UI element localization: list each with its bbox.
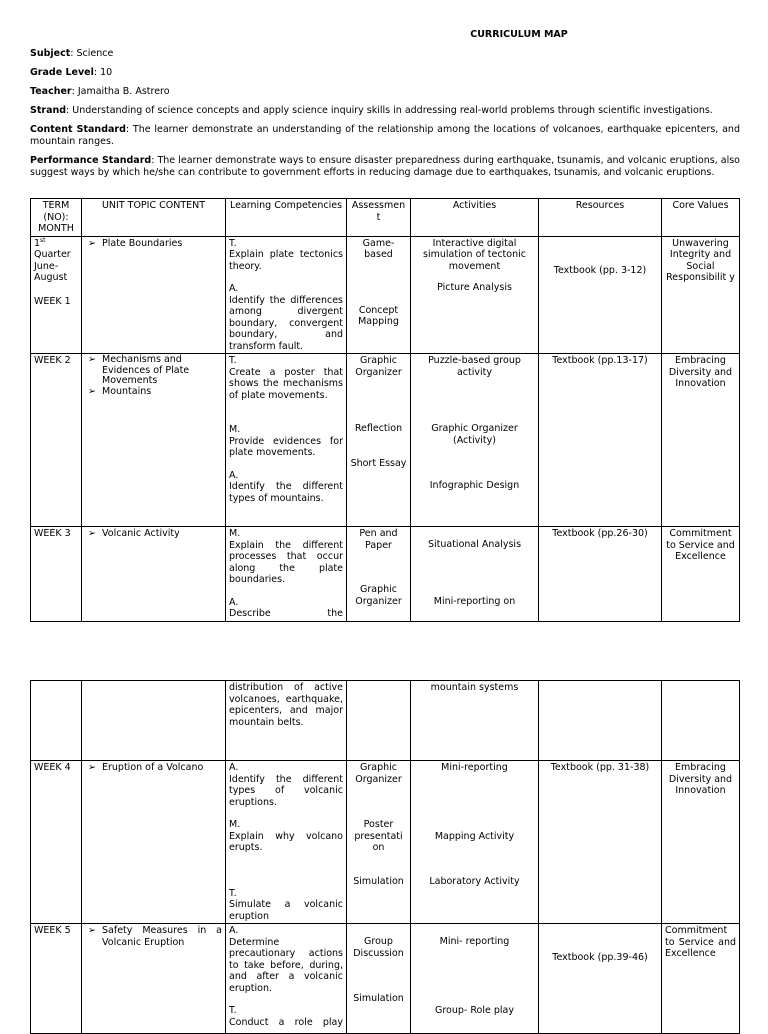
topic-item: ➢ Volcanic Activity: [88, 528, 180, 539]
table-header-row: [31, 199, 740, 237]
header-term: TERM (NO): MONTH: [31, 199, 82, 237]
competency-cell: A. Identify the different types of volcanic eruptions. M. Explain why volcano erupts. T. Simulate a volcanic eruption: [226, 761, 347, 924]
performance-standard-label: Performance Standard: [30, 155, 152, 166]
table-row-week3: [31, 527, 740, 622]
grade-value: 10: [100, 67, 113, 78]
assessment-cell: Graphic Organizer Poster presentati on Simulation: [347, 761, 411, 924]
assessment-cell: Group Discussion Simulation: [347, 924, 411, 1034]
content-standard-value: The learner demonstrate an understanding of the relationship among the locations of volcanoes, earthquake epicenters, and mountain ranges.: [30, 124, 740, 147]
topic-cell: [82, 761, 226, 924]
activities-cell: Interactive digital simulation of tectonic movement Picture Analysis: [411, 236, 539, 354]
term-cell: [31, 527, 82, 622]
term-cell: [31, 236, 82, 354]
content-standard-label: Content Standard: [30, 124, 126, 135]
topic-cell: [82, 681, 226, 761]
topic-item: ➢ Mountains: [88, 385, 152, 397]
header-core-values: Core Values: [662, 199, 740, 237]
activities-cell: Puzzle-based group activity Graphic Organizer (Activity) Infographic Design: [411, 354, 539, 527]
competency-cell: M. Explain the different processes that occur along the plate boundaries. A. Describe the: [226, 527, 347, 622]
resources-cell: [539, 681, 662, 761]
week-label: WEEK 2: [34, 355, 71, 366]
topic-cell: [82, 527, 226, 622]
term-cell: [31, 681, 82, 761]
teacher-label: Teacher: [30, 86, 72, 97]
assessment-cell: Game-based Concept Mapping: [347, 236, 411, 354]
document-title: CURRICULUM MAP: [470, 29, 568, 40]
table-row-week1: [31, 236, 740, 354]
subject-line: Subject: Science: [30, 48, 114, 59]
core-values-cell: Embracing Diversity and Innovation: [662, 761, 740, 924]
core-values-cell: Commitment to Service and Excellence: [662, 527, 740, 622]
arrow-bullet-icon: ➢: [88, 762, 96, 773]
resources-cell: Textbook (pp. 3-12): [539, 236, 662, 354]
resources-cell: Textbook (pp.13-17): [539, 354, 662, 527]
assessment-cell: Pen and Paper Graphic Organizer: [347, 527, 411, 622]
competency-cell: T. Explain plate tectonics theory. A. Identify the differences among divergent boundary, convergent boundary, and transform fault.: [226, 236, 347, 354]
core-values-cell: Commitment to Service and Excellence: [662, 924, 740, 1034]
assessment-cell: [347, 681, 411, 761]
teacher-line: Teacher: Jamaitha B. Astrero: [30, 86, 170, 97]
arrow-bullet-icon: ➢: [88, 385, 96, 397]
week-label: WEEK 5: [34, 925, 71, 936]
week-label: WEEK 3: [34, 528, 71, 539]
term-cell: [31, 761, 82, 924]
term-suffix: st: [40, 236, 46, 244]
header-topic: UNIT TOPIC CONTENT: [82, 199, 226, 237]
subject-value: Science: [76, 48, 114, 59]
core-values-cell: Unwavering Integrity and Social Responsibilit y: [662, 236, 740, 354]
header-competencies: Learning Competencies: [226, 199, 347, 237]
term-number: 1: [34, 237, 41, 249]
competency-cell: T. Create a poster that shows the mechanisms of plate movements. M. Provide evidences for plate movements. A. Identify the different types of mountains.: [226, 354, 347, 527]
competency-cell: A. Determine precautionary actions to take before, during, and after a volcanic eruption. T. Conduct a role play: [226, 924, 347, 1034]
term-months: Quarter June-August: [34, 249, 71, 283]
topic-item: ➢ Plate Boundaries: [88, 237, 183, 249]
arrow-bullet-icon: ➢: [88, 354, 96, 365]
arrow-bullet-icon: ➢: [88, 925, 96, 936]
table-row-week3-continued: [31, 681, 740, 761]
curriculum-table-page1: [30, 198, 740, 622]
activities-cell: Situational Analysis Mini-reporting on: [411, 527, 539, 622]
term-cell: [31, 924, 82, 1034]
teacher-value: Jamaitha B. Astrero: [77, 86, 170, 97]
competency-cell: distribution of active volcanoes, earthquake, epicenters, and major mountain belts.: [226, 681, 347, 761]
core-values-cell: [662, 681, 740, 761]
topic-cell: [82, 924, 226, 1034]
topic-item: ➢ Safety Measures in a Volcanic Eruption: [88, 925, 222, 948]
topic-item: ➢ Mechanisms and Evidences of Plate Movements: [88, 354, 190, 386]
header-activities: Activities: [411, 199, 539, 237]
activities-cell: Mini- reporting Group- Role play: [411, 924, 539, 1034]
resources-cell: Textbook (pp. 31-38): [539, 761, 662, 924]
table-row-week5: [31, 924, 740, 1034]
strand-label: Strand: [30, 105, 67, 116]
table-row-week2: [31, 354, 740, 527]
week-label: WEEK 4: [34, 762, 71, 773]
arrow-bullet-icon: ➢: [88, 528, 96, 539]
header-assessment: Assessmen t: [347, 199, 411, 237]
term-cell: [31, 354, 82, 527]
topic-cell: [82, 236, 226, 354]
performance-standard: Performance Standard: The learner demonstrate ways to ensure disaster preparedness during earthquake, tsunamis, and volcanic eruptions, also suggest ways by which he/she can contribute to government efforts in reducing damage due to earthquakes, tsunamis, and volcanic eruptions.: [30, 155, 740, 178]
strand-value: Understanding of science concepts and apply science inquiry skills in addressing real-world problems through scientific investigations.: [72, 105, 713, 116]
topic-item: ➢ Eruption of a Volcano: [88, 762, 204, 773]
grade-line: Grade Level: 10: [30, 67, 113, 78]
topic-cell: [82, 354, 226, 527]
table-row-week4: [31, 761, 740, 924]
resources-cell: Textbook (pp.39-46): [539, 924, 662, 1034]
strand-line: Strand: Understanding of science concepts and apply science inquiry skills in addressing real-world problems through scientific investigations.: [30, 105, 713, 116]
subject-label: Subject: [30, 48, 71, 59]
activities-cell: mountain systems: [411, 681, 539, 761]
performance-standard-value: The learner demonstrate ways to ensure disaster preparedness during earthquake, tsunamis, and volcanic eruptions, also suggest ways by which he/she can contribute to government efforts in reducing damage due to earthquakes, tsunamis, and volcanic eruptions.: [30, 155, 740, 178]
grade-label: Grade Level: [30, 67, 94, 78]
curriculum-table-page2: [30, 680, 740, 1034]
arrow-bullet-icon: ➢: [88, 237, 96, 249]
activities-cell: Mini-reporting Mapping Activity Laboratory Activity: [411, 761, 539, 924]
header-resources: Resources: [539, 199, 662, 237]
resources-cell: Textbook (pp.26-30): [539, 527, 662, 622]
assessment-cell: Graphic Organizer Reflection Short Essay: [347, 354, 411, 527]
content-standard: Content Standard: The learner demonstrate an understanding of the relationship among the locations of volcanoes, earthquake epicenters, and mountain ranges.: [30, 124, 740, 147]
week-label: WEEK 1: [34, 295, 71, 307]
core-values-cell: Embracing Diversity and Innovation: [662, 354, 740, 527]
